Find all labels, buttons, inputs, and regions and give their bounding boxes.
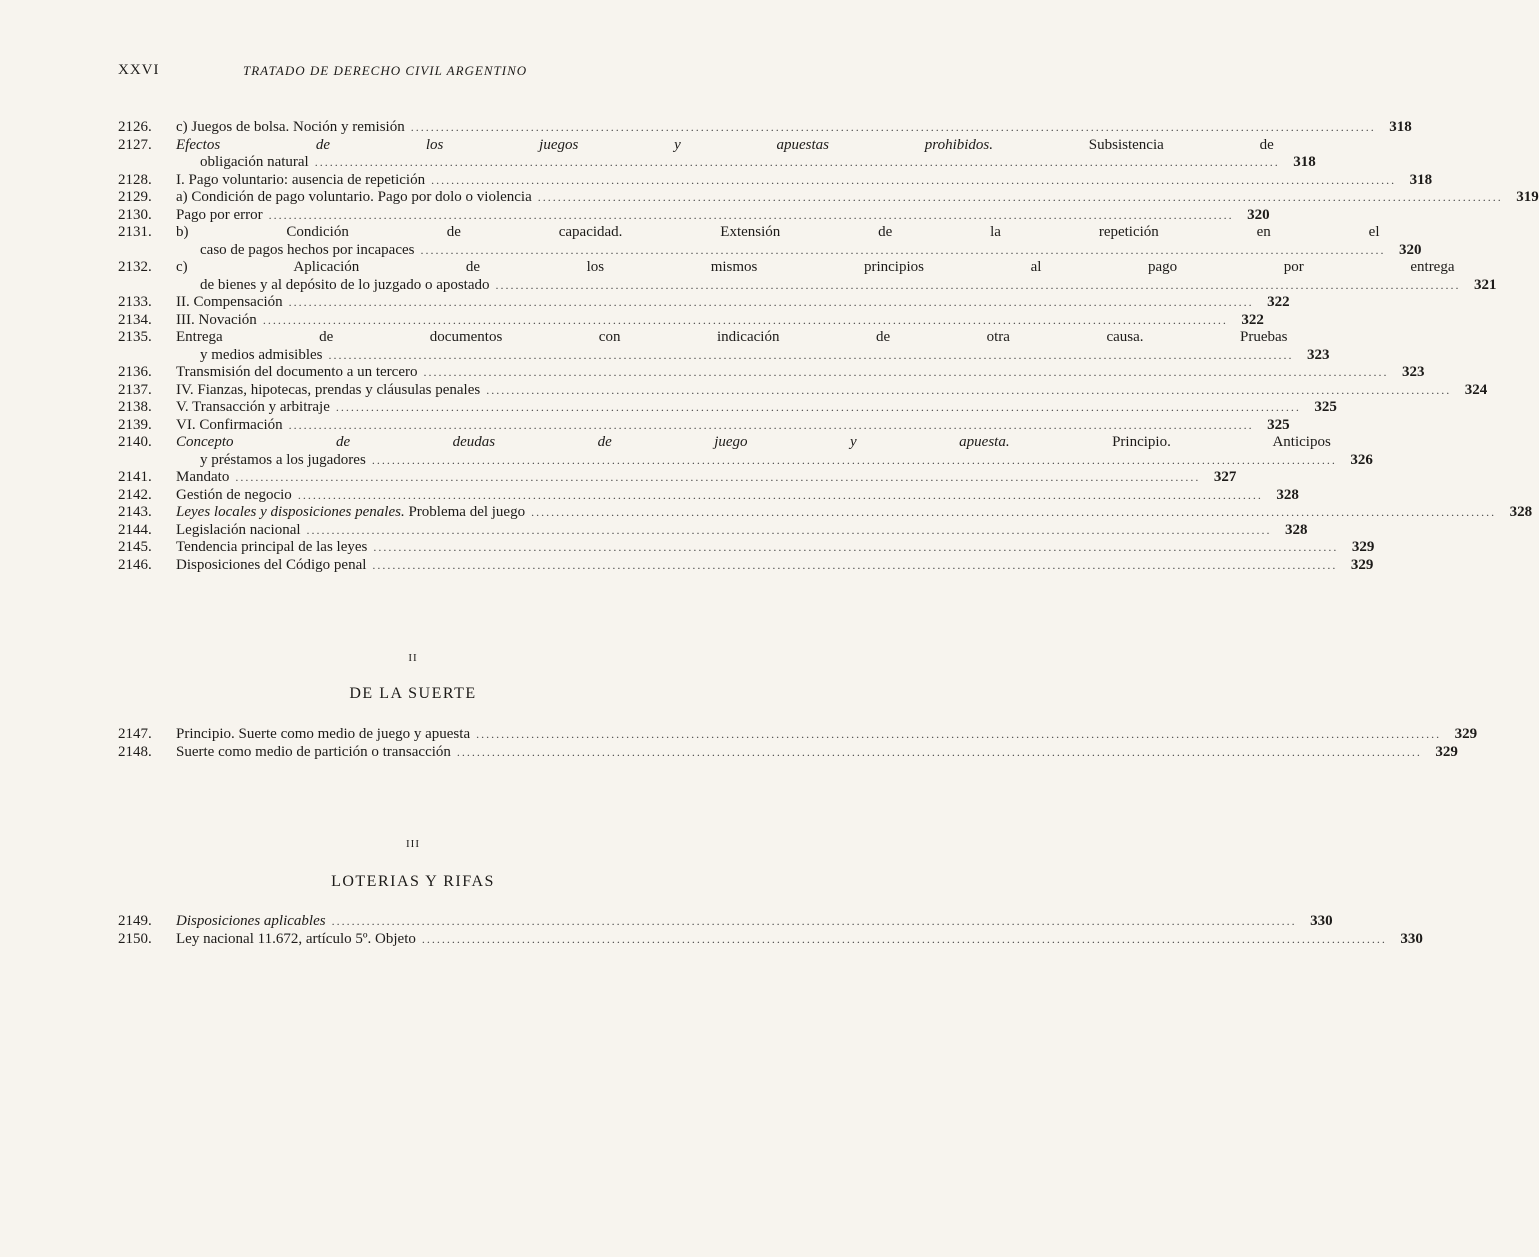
entry-page: 325 [1267,416,1290,433]
dot-leader [423,364,1388,382]
entry-title [176,364,417,382]
running-title: TRATADO DE DERECHO CIVIL ARGENTINO [243,63,528,78]
toc-entry [118,743,1458,762]
entry-page: 328 [1285,521,1308,538]
entry-title-text: VI. Confirmación [176,416,283,433]
entry-title [176,557,366,575]
toc-entry [118,294,1290,312]
section-3-title: LOTERIAS Y RIFAS [331,873,495,890]
dot-leader [289,417,1254,435]
entry-page: 320 [1247,206,1270,223]
dot-leader [411,119,1376,137]
entry-title-text: Subsistencia de [993,136,1274,153]
entry-title-text: Transmisión del documento a un tercero [176,364,418,380]
entry-page: 323 [1307,346,1330,363]
dot-leader [476,726,1441,744]
entry-number: 2133. [118,294,152,310]
entry-title [176,434,1373,452]
entry-title-text: caso de pagos hechos por incapaces [200,241,415,258]
dot-leader [289,294,1254,312]
entry-number: 2139. [118,416,152,433]
entry-title [176,137,1316,155]
toc-entry [118,206,1270,225]
toc-entry [118,259,1497,294]
dot-leader [315,154,1280,172]
entry-title-text: II. Compensación [176,294,283,310]
entry-page: 320 [1399,241,1422,258]
entry-page: 329 [1454,726,1478,742]
dot-leader [235,469,1200,487]
entry-page: 322 [1267,294,1290,310]
entry-title-text: Suerte como medio de partición o transacción [176,743,451,760]
entry-page: 329 [1435,743,1458,760]
entry-page: 318 [1409,171,1433,188]
toc-entry [118,416,1290,435]
entry-page: 325 [1314,399,1337,415]
entry-title-text: Pago por error [176,206,263,223]
toc-entry [118,189,1539,207]
entry-title-text: y medios admisibles [200,346,323,363]
entry-page: 327 [1213,469,1237,485]
entry-title-text: Mandato [176,469,230,485]
entry-page: 329 [1351,539,1375,555]
entry-number: 2136. [118,364,152,380]
entry-title [176,294,283,312]
entry-title [176,913,326,931]
entry-title-text: Tendencia principal de las leyes [176,539,368,555]
toc-entry [118,539,1375,557]
toc-entry [118,311,1264,330]
dot-leader [307,522,1272,540]
entry-title-text: IV. Fianzas, hipotecas, prendas y cláusulas penales [176,381,481,398]
dot-leader [457,744,1422,762]
entry-page: 330 [1400,930,1423,947]
dot-leader [431,172,1396,190]
entry-title [176,744,451,762]
entry-title-text: Entrega de documentos con indicación de otra causa. Pruebas [176,329,1288,345]
entry-title [176,726,470,744]
entry-number: 2129. [118,189,152,205]
dot-leader [372,452,1337,470]
entry-title [176,207,263,225]
entry-title-text: Gestión de negocio [176,486,292,503]
toc-entry [118,434,1373,469]
toc-entry [118,726,1478,744]
toc-entry [118,119,1412,137]
entry-title [176,469,229,487]
entry-number: 2144. [118,521,152,538]
entry-title [200,347,323,365]
entry-page: 319 [1516,189,1539,205]
section-2-title: DE LA SUERTE [349,685,477,702]
entry-title [200,452,366,470]
entry-title [176,259,1497,277]
toc-entry [118,329,1330,364]
entry-page: 324 [1464,381,1488,398]
entry-title-text: b) Condición de capacidad. Extensión de la repetición en el [176,224,1380,240]
dot-leader [298,487,1263,505]
entry-title [176,417,283,435]
entry-title-italic: Concepto de deudas de juego y apuesta. [176,434,1010,450]
entry-number: 2149. [118,913,152,929]
entry-number: 2145. [118,539,152,555]
entry-title [200,277,490,295]
entry-title [176,539,367,557]
entry-number: 2138. [118,399,152,415]
entry-title-text: a) Condición de pago voluntario. Pago por dolo o violencia [176,189,532,205]
entry-title [176,522,301,540]
dot-leader [421,242,1386,260]
entry-page: 321 [1474,276,1497,293]
entry-title-italic: Efectos de los juegos y apuestas prohibidos. [176,136,994,153]
entry-title [176,504,525,522]
entry-number: 2132. [118,259,152,275]
entry-number: 2134. [118,311,152,328]
entry-title-italic: Leyes locales y disposiciones penales. [176,504,405,520]
dot-leader [332,913,1297,931]
entry-number: 2130. [118,206,152,223]
toc-entry [118,399,1337,417]
entry-title [176,312,257,330]
section-3-number: III [406,838,420,850]
entry-number: 2131. [118,224,152,240]
entry-page: 318 [1389,119,1412,135]
toc-section-3 [118,913,1423,948]
entry-title-text: Principio. Suerte como medio de juego y apuesta [176,726,471,742]
entry-title-text: Disposiciones del Código penal [176,556,367,573]
page-header [118,62,738,84]
entry-title-text: de bienes y al depósito de lo juzgado o apostado [200,276,490,293]
entry-title-text: Principio. Anticipos [1009,434,1331,450]
entry-title-text: Problema del juego [404,504,526,520]
section-2-number: II [408,652,418,664]
entry-page: 318 [1293,154,1316,170]
entry-number: 2143. [118,504,152,520]
toc-entry [118,364,1425,382]
toc-entry [118,171,1433,190]
entry-number: 2140. [118,434,152,450]
entry-title-text: I. Pago voluntario: ausencia de repetición [176,171,426,188]
entry-title [176,487,292,505]
dot-leader [531,504,1496,522]
entry-title [176,931,416,949]
entry-page: 323 [1401,364,1425,380]
entry-number: 2146. [118,556,152,573]
entry-title [176,224,1422,242]
entry-page: 330 [1310,913,1333,929]
dot-leader [269,207,1234,225]
toc-entry [118,556,1374,575]
toc-entry [118,521,1308,540]
entry-page: 322 [1241,311,1264,328]
entry-number: 2141. [118,469,152,485]
dot-leader [496,277,1461,295]
dot-leader [373,539,1338,557]
toc-section-2 [118,726,1478,761]
dot-leader [422,931,1387,949]
toc-entry [118,469,1237,487]
entry-number: 2150. [118,930,152,947]
entry-title [200,154,309,172]
entry-title [176,399,330,417]
entry-title-text: Ley nacional 11.672, artículo 5º. Objeto [176,930,416,947]
entry-title [176,172,425,190]
entry-title-text: obligación natural [200,154,309,170]
entry-number: 2128. [118,171,152,188]
entry-title-text: III. Novación [176,311,257,328]
entry-title-text: Legislación nacional [176,521,301,538]
dot-leader [372,557,1337,575]
toc-entry [118,136,1316,172]
toc-entry [118,486,1299,505]
entry-number: 2147. [118,726,152,742]
toc-section-1 [118,119,1539,574]
toc-entry [118,930,1423,949]
entry-title [176,119,405,137]
entry-title [176,329,1330,347]
entry-page: 326 [1350,451,1373,468]
dot-leader [486,382,1451,400]
toc-entry [118,504,1533,522]
entry-title-text: c) Juegos de bolsa. Noción y remisión [176,119,405,135]
page-number: XXVI [118,62,160,78]
entry-page: 328 [1276,486,1299,503]
dot-leader [329,347,1294,365]
entry-number: 2127. [118,136,152,153]
toc-entry [118,913,1333,931]
entry-title-text: c) Aplicación de los mismos principios al pago por entrega [176,259,1455,275]
entry-title [200,242,415,260]
entry-number: 2135. [118,329,152,345]
entry-number: 2137. [118,381,152,398]
toc-entry [118,381,1488,400]
entry-title-text: y préstamos a los jugadores [200,451,366,468]
entry-title [176,382,480,400]
dot-leader [263,312,1228,330]
dot-leader [336,399,1301,417]
entry-number: 2148. [118,743,152,760]
entry-title-italic: Disposiciones aplicables [176,913,326,929]
dot-leader [538,189,1503,207]
entry-title [176,189,532,207]
entry-number: 2126. [118,119,152,135]
entry-title-text: V. Transacción y arbitraje [176,399,330,415]
entry-page: 329 [1350,556,1374,573]
entry-page: 328 [1509,504,1533,520]
entry-number: 2142. [118,486,152,503]
toc-entry [118,224,1422,259]
